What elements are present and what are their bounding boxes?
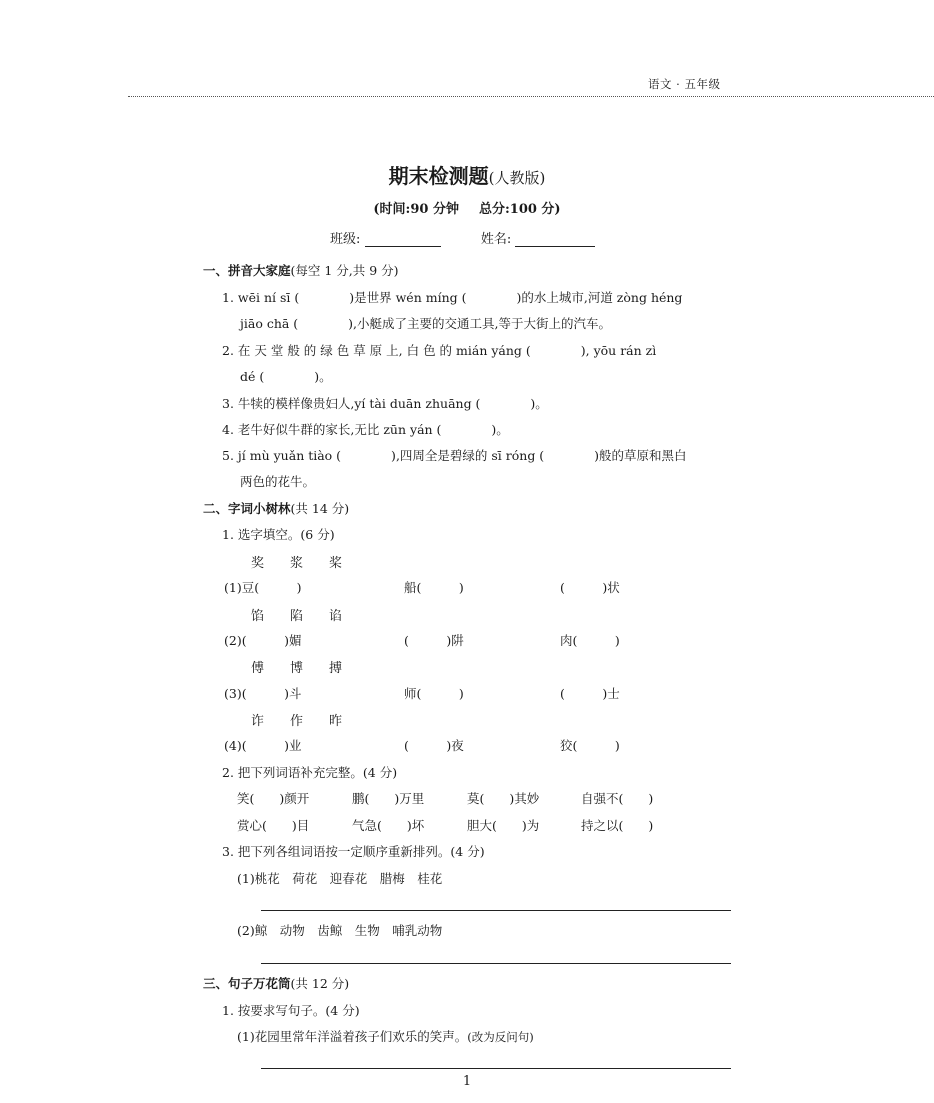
section1-points: (每空 1 分,共 9 分) [290, 263, 399, 278]
class-blank[interactable] [365, 232, 441, 247]
name-blank[interactable] [515, 232, 595, 247]
fill-1c: ( )状 [560, 580, 620, 595]
section2-title: 二、字词小树林 [203, 501, 291, 516]
s1-q2-line2: dé ( )。 [240, 369, 332, 384]
s2-q2: 2. 把下列词语补充完整。(4 分) [222, 765, 398, 780]
fill-2a: (2)( )媚 [224, 633, 302, 648]
sentence-text: (1)花园里常年洋溢着孩子们欢乐的笑声。 [237, 1029, 468, 1044]
fill-3a: (3)( )斗 [224, 686, 302, 701]
s1-q3: 3. 牛犊的模样像贵妇人,yí tài duān zhuāng ( )。 [222, 396, 548, 411]
exam-info [0, 198, 934, 217]
page-number: 1 [462, 1074, 472, 1089]
s1-q1-line2: jiāo chā ( ),小艇成了主要的交通工具,等于大街上的汽车。 [240, 316, 612, 331]
fill-3b: 师( ) [404, 686, 464, 701]
idiom-1-4: 自强不( ) [581, 791, 654, 806]
answer-line-3[interactable] [261, 1068, 731, 1069]
answer-line-2[interactable] [261, 963, 731, 964]
char-choices-2: 馅 陷 谄 [251, 609, 343, 624]
title-edition: (人教版) [488, 169, 546, 187]
idiom-2-3: 胆大( )为 [467, 818, 540, 833]
header-label: 语文 · 五年级 [648, 77, 721, 91]
section2-points: (共 14 分) [290, 501, 350, 516]
section1-title: 一、拼音大家庭 [203, 263, 291, 278]
header-divider [128, 96, 934, 97]
idiom-1-2: 鹏( )万里 [352, 791, 425, 806]
idiom-2-2: 气急( )坏 [352, 818, 425, 833]
s2-q1: 1. 选字填空。(6 分) [222, 527, 335, 542]
name-label: 姓名: [480, 232, 512, 247]
section3-heading [203, 974, 349, 992]
fill-2c: 肉( ) [560, 633, 620, 648]
fill-2b: ( )阱 [404, 633, 464, 648]
char-choices-3: 傅 博 搏 [251, 661, 343, 676]
idiom-2-4: 持之以( ) [581, 818, 654, 833]
idiom-1-3: 莫( )其妙 [467, 791, 540, 806]
section1-heading [203, 261, 399, 279]
char-choices-1: 奖 浆 桨 [251, 556, 343, 571]
title-main: 期末检测题 [388, 164, 489, 188]
word-group-2: (2)鲸 动物 齿鲸 生物 哺乳动物 [237, 923, 443, 938]
fill-4c: 狡( ) [560, 738, 620, 753]
s1-q5-line1: 5. jí mù yuǎn tiào ( ),四周全是碧绿的 sī róng ( )般的草原和黑白 [222, 448, 687, 463]
s1-q5-line2: 两色的花牛。 [240, 474, 316, 489]
section3-points: (共 12 分) [290, 976, 350, 991]
idiom-2-1: 赏心( )目 [237, 818, 310, 833]
s1-q2-line1: 2. 在 天 堂 般 的 绿 色 草 原 上, 白 色 的 mián yáng ( ), yōu rán zì [222, 343, 657, 358]
word-group-1: (1)桃花 荷花 迎春花 腊梅 桂花 [237, 871, 443, 886]
name-row [330, 228, 595, 247]
time-info: (时间:90 分钟 [373, 202, 459, 217]
fill-4b: ( )夜 [404, 738, 464, 753]
sentence-instruction: (改为反问句) [467, 1030, 534, 1044]
s3-sentence-1 [237, 1027, 534, 1045]
fill-3c: ( )士 [560, 686, 620, 701]
score-info: 总分:100 分) [478, 202, 561, 217]
s1-q4: 4. 老牛好似牛群的家长,无比 zūn yán ( )。 [222, 422, 509, 437]
answer-line-1[interactable] [261, 910, 731, 911]
s2-q3: 3. 把下列各组词语按一定顺序重新排列。(4 分) [222, 844, 485, 859]
char-choices-4: 诈 作 昨 [251, 714, 343, 729]
section2-heading [203, 499, 349, 517]
section3-title: 三、句子万花筒 [203, 976, 291, 991]
page-title [0, 160, 934, 189]
fill-4a: (4)( )业 [224, 738, 302, 753]
idiom-1-1: 笑( )颜开 [237, 791, 310, 806]
fill-1b: 船( ) [404, 580, 464, 595]
class-label: 班级: [330, 232, 361, 247]
s3-q1: 1. 按要求写句子。(4 分) [222, 1003, 360, 1018]
fill-1a: (1)豆( ) [224, 580, 302, 595]
s1-q1-line1: 1. wēi ní sī ( )是世界 wén míng ( )的水上城市,河道 zòng héng [222, 290, 683, 305]
